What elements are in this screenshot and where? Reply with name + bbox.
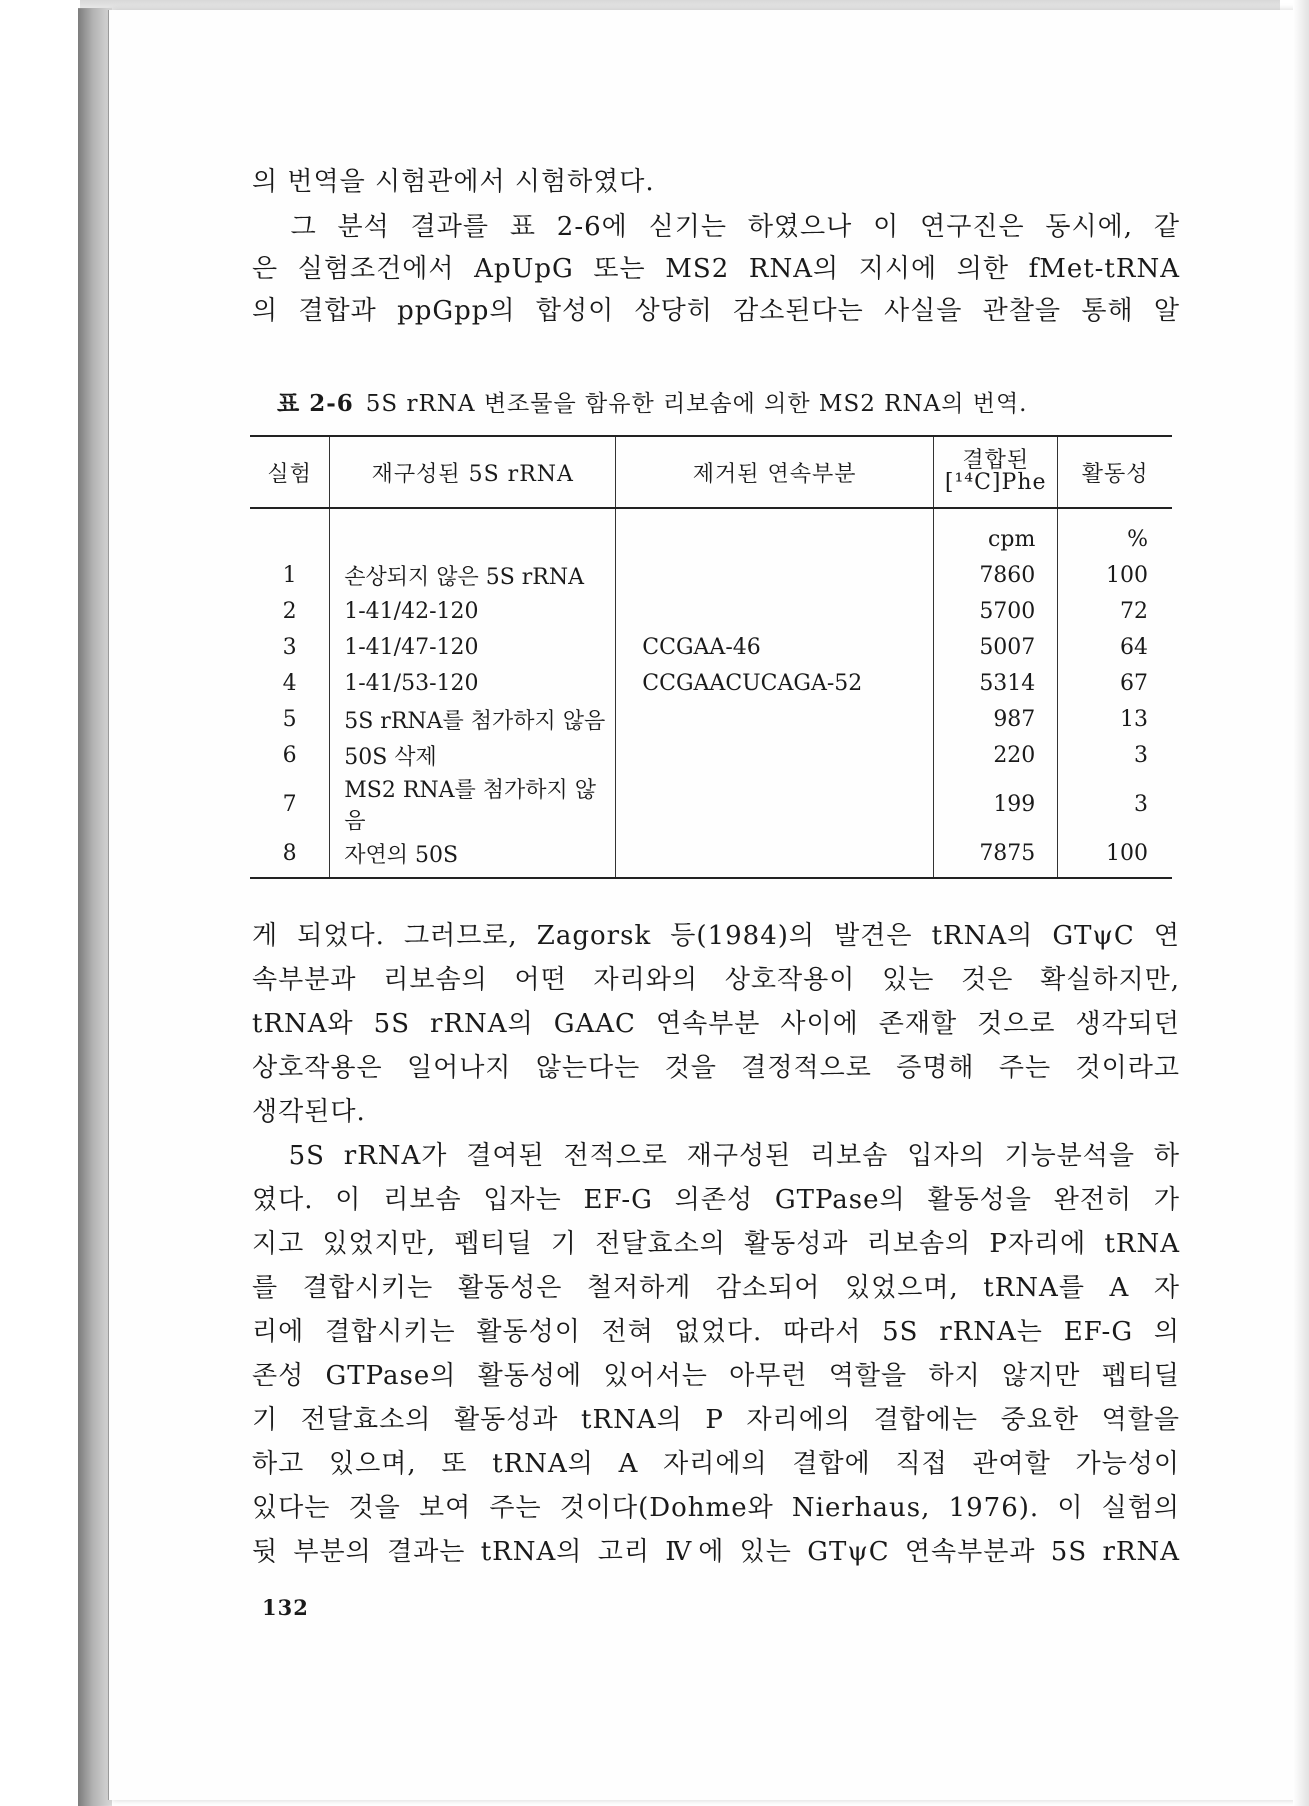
cell-activity: 100 xyxy=(1058,835,1172,878)
text-line: 였다. 이 리보솜 입자는 EF-G 의존성 GTPase의 활동성을 완전히 가 xyxy=(252,1185,1180,1215)
cell-activity: 67 xyxy=(1120,670,1148,696)
cell-rna: 5S rRNA를 첨가하지 않음 xyxy=(330,701,616,737)
text-line: 있다는 것을 보여 주는 것이다(Dohme와 Nierhaus, 1976). 이 실험의 xyxy=(252,1493,1180,1523)
unit-activity: % xyxy=(1127,526,1148,552)
cell-activity: 13 xyxy=(1120,706,1148,732)
table-units-row xyxy=(250,508,1172,557)
cell-experiment: 8 xyxy=(250,835,330,878)
table-row xyxy=(250,835,1172,878)
cell-experiment: 7 xyxy=(250,773,330,835)
text-line: 5S rRNA가 결여된 전적으로 재구성된 리보솜 입자의 기능분석을 하 xyxy=(252,1141,1180,1171)
text-line: 하고 있으며, 또 tRNA의 A 자리에의 결합에 직접 관여할 가능성이 xyxy=(252,1449,1180,1479)
text-line: 뒷 부분의 결과는 tRNA의 고리 Ⅳ에 있는 GTψC 연속부분과 5S rRNA xyxy=(252,1537,1180,1567)
cell-experiment: 1 xyxy=(250,557,330,593)
table-row xyxy=(250,737,1172,773)
cell-rna: 1-41/42-120 xyxy=(330,593,616,629)
text-line: 게 되었다. 그러므로, Zagorsk 등(1984)의 발견은 tRNA의 GTψC 연 xyxy=(252,921,1180,951)
cell-rna: 1-41/47-120 xyxy=(330,629,616,665)
text-line: 지고 있었지만, 펩티딜 기 전달효소의 활동성과 리보솜의 P자리에 tRNA xyxy=(252,1229,1180,1259)
table-row xyxy=(250,665,1172,701)
table-header-row xyxy=(250,436,1172,508)
cell-deleted xyxy=(616,701,934,737)
cell-experiment: 5 xyxy=(250,701,330,737)
table-caption-label: 표 2-6 xyxy=(277,390,354,417)
text-line: 속부분과 리보솜의 어떤 자리와의 상호작용이 있는 것은 확실하지만, xyxy=(252,965,1180,995)
cell-phe: 5700 xyxy=(934,593,1058,629)
table-row xyxy=(250,557,1172,593)
page-number: 132 xyxy=(262,1595,309,1620)
cell-activity: 3 xyxy=(1134,742,1148,768)
text-line: 를 결합시키는 활동성은 철저하게 감소되어 있었으며, tRNA를 A 자 xyxy=(252,1273,1180,1303)
header-bound-line2: [¹⁴C]Phe xyxy=(944,470,1047,495)
unit-bound: cpm xyxy=(934,508,1058,557)
header-reconstituted: 재구성된 5S rRNA xyxy=(330,436,616,508)
cell-phe: 199 xyxy=(934,773,1058,835)
text-line: 존성 GTPase의 활동성에 있어서는 아무런 역할을 하지 않지만 펩티딜 xyxy=(252,1361,1180,1391)
cell-deleted xyxy=(616,835,934,878)
cell-deleted xyxy=(616,737,934,773)
cell-phe: 5007 xyxy=(934,629,1058,665)
cell-deleted: CCGAA-46 xyxy=(616,629,934,665)
table-row xyxy=(250,629,1172,665)
cell-phe: 5314 xyxy=(934,665,1058,701)
cell-deleted: CCGAACUCAGA-52 xyxy=(616,665,934,701)
cell-phe: 987 xyxy=(934,701,1058,737)
table-caption-text: 5S rRNA 변조물을 함유한 리보솜에 의한 MS2 RNA의 번역. xyxy=(365,391,1028,417)
table-row xyxy=(250,773,1172,835)
table-caption xyxy=(277,385,1177,418)
header-activity: 활동성 xyxy=(1058,436,1172,508)
cell-activity: 64 xyxy=(1120,634,1148,660)
cell-empty xyxy=(330,508,616,557)
cell-deleted xyxy=(616,593,934,629)
header-bound-phe xyxy=(934,436,1058,508)
header-deleted: 제거된 연속부분 xyxy=(616,436,934,508)
cell-activity: 72 xyxy=(1120,598,1148,624)
cell-experiment: 2 xyxy=(250,593,330,629)
cell-phe: 220 xyxy=(934,737,1058,773)
text-line: tRNA와 5S rRNA의 GAAC 연속부분 사이에 존재할 것으로 생각되던 xyxy=(252,1009,1180,1039)
text-line: 그 분석 결과를 표 2-6에 싣기는 하였으나 이 연구진은 동시에, 같 xyxy=(252,212,1180,242)
cell-rna: 자연의 50S xyxy=(330,835,616,878)
text-line: 의 결합과 ppGpp의 합성이 상당히 감소된다는 사실을 관찰을 통해 알 xyxy=(252,296,1180,326)
cell-activity: 3 xyxy=(1134,791,1148,817)
header-bound-line1: 결합된 xyxy=(962,448,1030,473)
cell-activity: 100 xyxy=(1106,562,1148,588)
cell-rna: 1-41/53-120 xyxy=(330,665,616,701)
text-line: 상호작용은 일어나지 않는다는 것을 결정적으로 증명해 주는 것이라고 xyxy=(252,1053,1180,1083)
text-line: 의 번역을 시험관에서 시험하였다. xyxy=(252,167,655,197)
text-line: 리에 결합시키는 활동성이 전혀 없었다. 따라서 5S rRNA는 EF-G 의 xyxy=(252,1317,1180,1347)
cell-rna: MS2 RNA를 첨가하지 않음 xyxy=(330,773,616,835)
cell-empty xyxy=(616,508,934,557)
cell-experiment: 3 xyxy=(250,629,330,665)
cell-phe: 7875 xyxy=(934,835,1058,878)
header-experiment: 실험 xyxy=(250,436,330,508)
text-line: 은 실험조건에서 ApUpG 또는 MS2 RNA의 지시에 의한 fMet-tRNA xyxy=(252,254,1180,284)
cell-experiment: 4 xyxy=(250,665,330,701)
page-right-shadow xyxy=(1293,0,1309,1806)
cell-deleted xyxy=(616,557,934,593)
table-row xyxy=(250,593,1172,629)
cell-rna: 50S 삭제 xyxy=(330,737,616,773)
cell-rna: 손상되지 않은 5S rRNA xyxy=(330,557,616,593)
text-line: 생각된다. xyxy=(252,1097,366,1127)
table-row xyxy=(250,701,1172,737)
book-spine-edge xyxy=(78,8,112,1806)
cell-deleted xyxy=(616,773,934,835)
data-table xyxy=(250,435,1172,879)
text-line: 기 전달효소의 활동성과 tRNA의 P 자리에의 결합에는 중요한 역할을 xyxy=(252,1405,1180,1435)
cell-phe: 7860 xyxy=(934,557,1058,593)
cell-experiment: 6 xyxy=(250,737,330,773)
cell-empty xyxy=(250,508,330,557)
